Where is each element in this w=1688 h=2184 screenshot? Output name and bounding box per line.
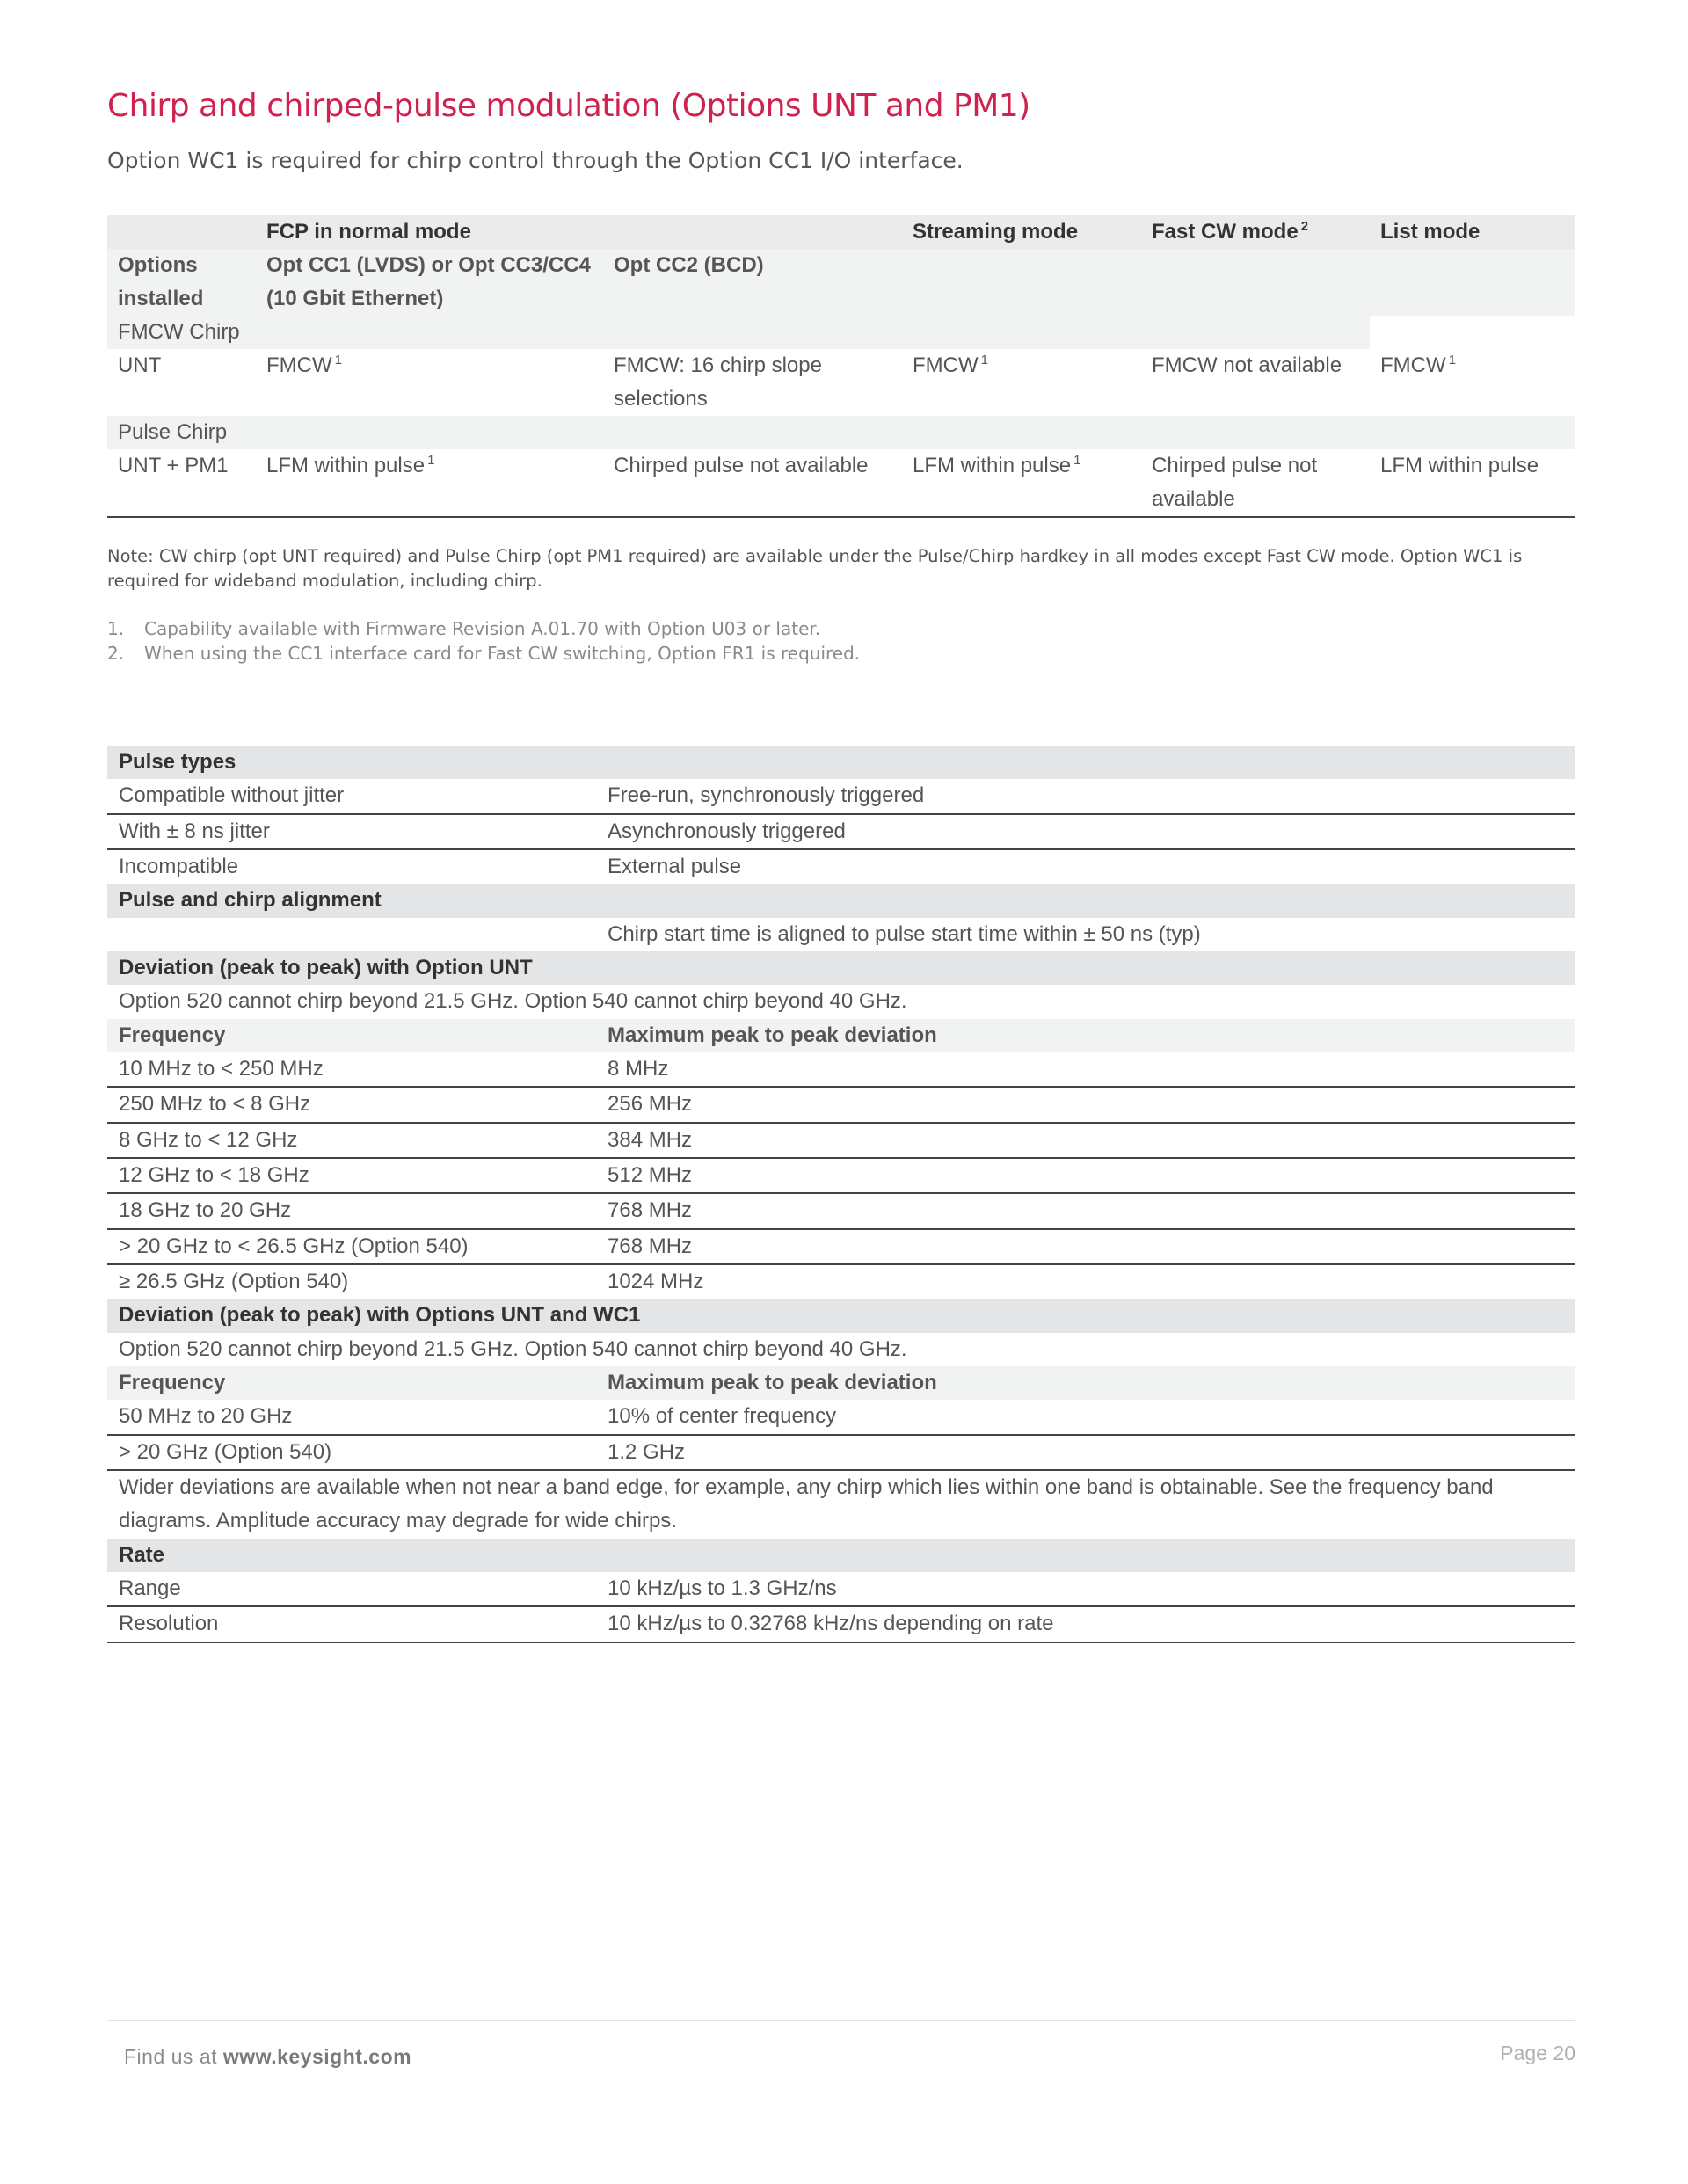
spec-row: 18 GHz to 20 GHz 768 MHz xyxy=(107,1193,1575,1228)
header-fcp: FCP in normal mode xyxy=(256,215,902,249)
spec-row: Incompatible External pulse xyxy=(119,854,742,878)
group-row-pulse xyxy=(107,416,1575,449)
column-header-row: Frequency Maximum peak to peak deviation xyxy=(107,1366,1575,1400)
cc1-cell: LFM within pulse $^1$ xyxy=(256,449,603,517)
fastcw-cell: FMCW not available xyxy=(1152,353,1342,377)
group-label: Pulse Chirp xyxy=(107,416,256,449)
cc1-cell: FMCW $^1$ xyxy=(266,353,342,377)
spec-row: 12 GHz to < 18 GHz 512 MHz xyxy=(107,1158,1575,1193)
section-heading: Pulse and chirp alignment xyxy=(107,884,1575,917)
fastcw-cell: Chirped pulse not available xyxy=(1141,449,1370,517)
section-heading: Deviation (peak to peak) with Option UNT xyxy=(107,951,1575,985)
streaming-cell: FMCW $^1$ xyxy=(913,353,988,377)
column-header-row: Frequency Maximum peak to peak deviation xyxy=(107,1019,1575,1052)
option-cell: UNT xyxy=(118,353,162,377)
spec-row: 10 MHz to < 250 MHz 8 MHz xyxy=(107,1052,1575,1087)
header-streaming: Streaming mode xyxy=(902,215,1141,249)
pm1-row xyxy=(107,449,1575,517)
footnote-1: 1. Capability available with Firmware Revision A.01.70 with Option U03 or later. xyxy=(107,618,821,639)
footer-link[interactable]: Find us at www.keysight.com xyxy=(124,2045,412,2068)
option-cell: UNT + PM1 xyxy=(107,449,256,517)
spec-row: 250 MHz to < 8 GHz 256 MHz xyxy=(107,1087,1575,1122)
table-note: Note: CW chirp (opt UNT required) and Pulse Chirp (opt PM1 required) are available under the Pulse/Chirp hardkey in all modes except Fast CW mode. Option WC1 is required for wideband modulation, including chirp. xyxy=(107,546,1523,591)
options-row xyxy=(107,249,1575,316)
page-number: Page 20 xyxy=(1500,2042,1575,2064)
section-heading: Rate xyxy=(107,1539,1575,1572)
modes-header-row xyxy=(107,215,1575,249)
spec-row: Range 10 kHz/µs to 1.3 GHz/ns xyxy=(107,1572,1575,1606)
spec-row: Chirp start time is aligned to pulse start time within ± 50 ns (typ) xyxy=(608,921,1201,946)
options-label: Options installed xyxy=(107,249,256,316)
spec-note-row: Option 520 cannot chirp beyond 21.5 GHz. Option 540 cannot chirp beyond 40 GHz. xyxy=(119,989,907,1014)
website-link[interactable]: www.keysight.com xyxy=(222,2045,412,2068)
list-cell: LFM within pulse xyxy=(1370,449,1575,517)
list-cell: FMCW $^1$ xyxy=(1380,353,1456,377)
section-heading: Deviation (peak to peak) with Options UNT and WC1 xyxy=(107,1299,1575,1332)
spec-row: 8 GHz to < 12 GHz 384 MHz xyxy=(107,1123,1575,1158)
specs-table xyxy=(107,746,1575,1643)
options-cc2: Opt CC2 (BCD) xyxy=(603,249,902,316)
spec-row: 50 MHz to 20 GHz 10% of center frequency xyxy=(107,1400,1575,1434)
page-title: Chirp and chirped-pulse modulation (Options UNT and PM1) xyxy=(107,88,1030,124)
spec-row: > 20 GHz to < 26.5 GHz (Option 540) 768 MHz xyxy=(107,1229,1575,1264)
spec-row: ≥ 26.5 GHz (Option 540) 1024 MHz xyxy=(119,1269,704,1293)
options-cc1: Opt CC1 (LVDS) or Opt CC3/CC4 (10 Gbit Ethernet) xyxy=(256,249,603,316)
spec-note-row: Option 520 cannot chirp beyond 21.5 GHz. Option 540 cannot chirp beyond 40 GHz. xyxy=(119,1336,907,1361)
unt-row xyxy=(107,349,1575,416)
spec-row: > 20 GHz (Option 540) 1.2 GHz xyxy=(107,1435,1575,1470)
group-row-fmcw xyxy=(107,316,1575,349)
header-list: List mode xyxy=(1370,215,1575,249)
spec-row: Compatible without jitter Free-run, synchronously triggered xyxy=(107,779,1575,813)
spec-note-row: Wider deviations are available when not near a band edge, for example, any chirp which lies within one band is obtainable. See the frequency band diagrams. Amplitude accuracy may degrade for wide chirps. xyxy=(119,1474,1494,1533)
footnote-ref: 2 xyxy=(1300,219,1309,234)
footer-divider xyxy=(107,2020,1575,2021)
group-label: FMCW Chirp xyxy=(107,316,256,349)
footnote-2: 2. When using the CC1 interface card for Fast CW switching, Option FR1 is required. xyxy=(107,643,861,664)
spec-row: Resolution 10 kHz/µs to 0.32768 kHz/ns depending on rate xyxy=(107,1606,1575,1642)
cc2-cell: FMCW: 16 chirp slope selections xyxy=(614,353,822,411)
page-subtitle: Option WC1 is required for chirp control through the Option CC1 I/O interface. xyxy=(107,148,964,173)
header-fastcw: Fast CW mode $^2$ xyxy=(1141,215,1370,249)
section-heading: Pulse types xyxy=(107,746,1575,779)
spec-row: With ± 8 ns jitter Asynchronously triggered xyxy=(107,814,1575,849)
modes-table xyxy=(107,215,1575,518)
streaming-cell: LFM within pulse $^1$ xyxy=(902,449,1141,517)
cc2-cell: Chirped pulse not available xyxy=(603,449,902,517)
